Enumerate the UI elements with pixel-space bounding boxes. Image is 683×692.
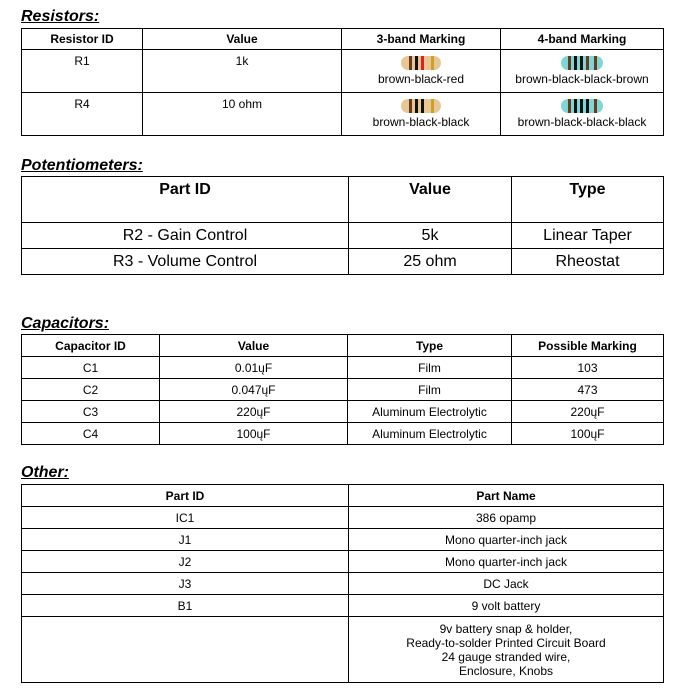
resistor-3band-icon [401, 99, 441, 113]
table-row [22, 401, 664, 423]
table-row [22, 617, 664, 683]
capacitors-heading: Capacitors: [21, 315, 110, 332]
table-row [22, 529, 664, 551]
misc-line: 9v battery snap & holder, [439, 621, 573, 636]
potentiometers-heading: Potentiometers: [21, 157, 143, 174]
resistors-header-value: Value [143, 29, 342, 50]
table-row [22, 507, 664, 529]
other-id: J3 [22, 573, 349, 595]
cap-id: C4 [22, 423, 160, 445]
cap-type: Film [348, 379, 512, 401]
resistors-heading: Resistors: [21, 8, 100, 25]
misc-line: Ready-to-solder Printed Circuit Board [406, 635, 606, 650]
cap-value: 0.047ųF [160, 379, 348, 401]
resistors-header-id: Resistor ID [22, 29, 143, 50]
resistor-value: 10 ohm [143, 93, 342, 136]
cap-type: Aluminum Electrolytic [348, 401, 512, 423]
table-row [22, 423, 664, 445]
other-heading: Other: [21, 464, 69, 481]
table-row [22, 249, 664, 275]
other-id: J1 [22, 529, 349, 551]
resistor-id: R1 [22, 50, 143, 93]
misc-line: 24 gauge stranded wire, [441, 649, 571, 664]
cap-id: C1 [22, 357, 160, 379]
pot-type: Linear Taper [512, 223, 664, 249]
resistor-4band-cell [501, 50, 664, 93]
resistor-3band-cell [342, 50, 501, 93]
pot-value: 5k [349, 223, 512, 249]
cap-id: C2 [22, 379, 160, 401]
cap-header-marking: Possible Marking [512, 335, 664, 357]
capacitors-table [21, 334, 664, 445]
resistor-4band-icon [561, 56, 603, 70]
pot-id: R3 - Volume Control [22, 249, 349, 275]
pot-value: 25 ohm [349, 249, 512, 275]
other-misc-parts [349, 617, 664, 683]
pot-type: Rheostat [512, 249, 664, 275]
other-id [22, 617, 349, 683]
table-row [22, 595, 664, 617]
other-name: DC Jack [349, 573, 664, 595]
other-table [21, 484, 664, 683]
other-name: 386 opamp [349, 507, 664, 529]
other-header-name: Part Name [349, 485, 664, 507]
cap-header-type: Type [348, 335, 512, 357]
cap-type: Aluminum Electrolytic [348, 423, 512, 445]
resistor-3band-label: brown-black-black [372, 115, 470, 129]
cap-value: 0.01ųF [160, 357, 348, 379]
resistor-3band-cell [342, 93, 501, 136]
other-header-id: Part ID [22, 485, 349, 507]
cap-marking: 100ųF [512, 423, 664, 445]
other-id: J2 [22, 551, 349, 573]
resistor-4band-label: brown-black-black-black [517, 115, 647, 129]
resistor-4band-cell [501, 93, 664, 136]
resistors-header-4band: 4-band Marking [501, 29, 664, 50]
table-row [22, 50, 664, 93]
resistor-4band-icon [561, 99, 603, 113]
cap-type: Film [348, 357, 512, 379]
pot-id: R2 - Gain Control [22, 223, 349, 249]
cap-marking: 473 [512, 379, 664, 401]
misc-line: Enclosure, Knobs [458, 663, 554, 678]
pot-header-value: Value [349, 177, 512, 223]
other-name: Mono quarter-inch jack [349, 551, 664, 573]
resistor-id: R4 [22, 93, 143, 136]
other-name: Mono quarter-inch jack [349, 529, 664, 551]
cap-marking: 220ųF [512, 401, 664, 423]
cap-value: 100ųF [160, 423, 348, 445]
resistor-4band-label: brown-black-black-brown [515, 72, 649, 86]
resistor-value: 1k [143, 50, 342, 93]
pot-header-type: Type [512, 177, 664, 223]
pot-header-id: Part ID [22, 177, 349, 223]
table-row [22, 357, 664, 379]
potentiometers-table [21, 176, 664, 275]
table-row [22, 379, 664, 401]
resistors-header-3band: 3-band Marking [342, 29, 501, 50]
cap-marking: 103 [512, 357, 664, 379]
table-row [22, 223, 664, 249]
resistor-3band-label: brown-black-red [377, 72, 465, 86]
other-id: IC1 [22, 507, 349, 529]
other-id: B1 [22, 595, 349, 617]
table-row [22, 551, 664, 573]
cap-id: C3 [22, 401, 160, 423]
table-row [22, 573, 664, 595]
cap-value: 220ųF [160, 401, 348, 423]
table-row [22, 93, 664, 136]
resistors-table [21, 28, 664, 136]
cap-header-value: Value [160, 335, 348, 357]
cap-header-id: Capacitor ID [22, 335, 160, 357]
resistor-3band-icon [401, 56, 441, 70]
other-name: 9 volt battery [349, 595, 664, 617]
